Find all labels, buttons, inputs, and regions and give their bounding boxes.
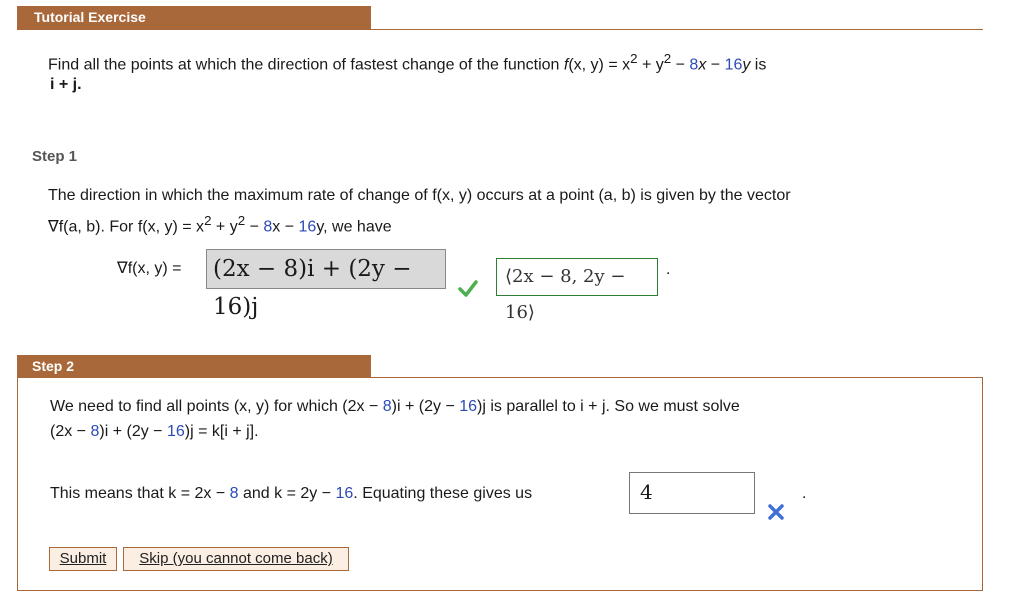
skip-button[interactable]: Skip (you cannot come back) — [123, 547, 349, 571]
problem-line-2: i + j. — [50, 76, 82, 93]
step1-line-1: The direction in which the maximum rate of change of f(x, y) occurs at a point (a, b) is given by the vector — [48, 187, 791, 204]
gradient-answer-field[interactable]: (2x − 8)i + (2y − 16)j — [206, 249, 446, 289]
step2-tab: Step 2 — [17, 355, 371, 377]
step2-line-3: This means that k = 2x − 8 and k = 2y − 16. Equating these gives us — [50, 485, 533, 502]
correct-answer-display: ⟨2x − 8, 2y − 16⟩ — [496, 258, 658, 296]
tutorial-title: Tutorial Exercise — [34, 9, 146, 25]
tutorial-header-tab — [17, 6, 371, 29]
check-icon — [458, 278, 478, 298]
step2-line-2: (2x − 8)i + (2y − 16)j = k[i + j]. — [50, 423, 259, 440]
gradient-label: ∇f(x, y) = — [117, 260, 182, 277]
step1-period: . — [666, 261, 671, 278]
problem-line-1: Find all the points at which the direction of fastest change of the function f(x, $y) = x^2 + y^2 - 8x - 16y$ is — [48, 51, 767, 74]
cross-icon — [767, 503, 785, 521]
submit-button[interactable]: Submit — [49, 547, 117, 571]
header-rule — [17, 29, 983, 30]
step2-period: . — [802, 485, 807, 502]
step2-line-1: We need to find all points (x, y) for which (2x − 8)i + (2y − 16)j is parallel to i + j. So we must solve — [50, 398, 740, 415]
step1-line-2: ∇f(a, b). For f(x, $y) = x^2 + y^2 - 8x - 16y$, we have — [48, 213, 392, 236]
equating-answer-input[interactable]: 4 — [629, 472, 755, 514]
step1-label: Step 1 — [32, 148, 78, 165]
